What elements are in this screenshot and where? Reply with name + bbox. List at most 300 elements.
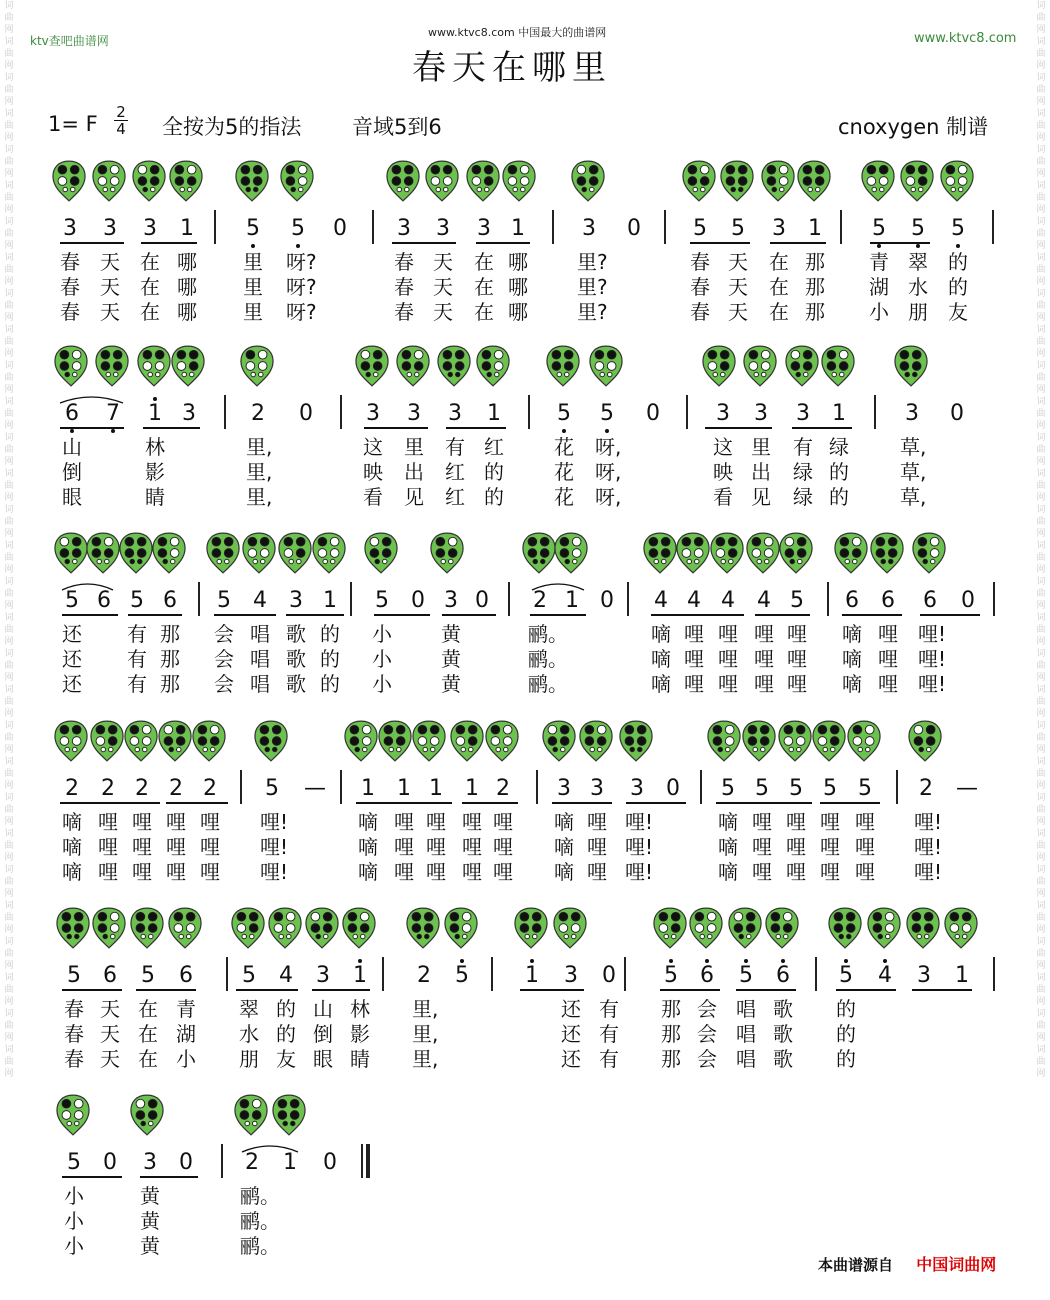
lyric-char: 哩 <box>786 860 806 884</box>
note-number: 5 <box>455 963 469 988</box>
lyric-char: 唱 <box>736 1022 756 1046</box>
ocarina-fingering-icon <box>707 718 741 764</box>
lyric-char: 红 <box>445 485 465 509</box>
note-number: 3 <box>477 216 491 241</box>
lyric-char: 哩! <box>914 860 943 884</box>
note-number: 5 <box>67 963 81 988</box>
ocarina-fingering-icon <box>278 530 312 576</box>
lyric-char: 哩 <box>426 810 446 834</box>
ocarina-fingering-icon <box>906 905 940 951</box>
lyric-char: 嘀 <box>554 835 574 859</box>
barline <box>340 770 342 804</box>
page-title: 春天在哪里 <box>412 48 612 88</box>
lyric-char: 那 <box>160 672 180 696</box>
note-number: 5 <box>246 216 260 241</box>
ocarina-fingering-icon <box>579 718 613 764</box>
lyric-char: 里? <box>577 300 608 324</box>
note-number: 0 <box>666 776 680 801</box>
lyric-char: 哩! <box>260 835 289 859</box>
lyric-char: 在 <box>769 275 789 299</box>
note-number: 3 <box>444 588 458 613</box>
beam-underline <box>836 989 896 991</box>
note-number: 5 <box>911 216 925 241</box>
ocarina-fingering-icon <box>553 905 587 951</box>
barline <box>240 770 242 804</box>
octave-dot-low <box>956 244 960 248</box>
note-number: 7 <box>106 401 120 426</box>
final-barline-thin <box>361 1144 363 1178</box>
lyric-char: 哩 <box>200 810 220 834</box>
barline <box>382 957 384 991</box>
ocarina-fingering-icon <box>554 530 588 576</box>
time-denominator: 4 <box>114 120 128 137</box>
lyric-char: 歌 <box>286 647 306 671</box>
note-number: 5 <box>823 776 837 801</box>
note-number: 5 <box>790 588 804 613</box>
lyric-char: 的 <box>836 1022 856 1046</box>
ocarina-fingering-icon <box>231 905 265 951</box>
lyric-char: 春 <box>60 250 80 274</box>
ocarina-fingering-icon <box>425 158 459 204</box>
lyric-char: 天 <box>100 1022 120 1046</box>
ocarina-fingering-icon <box>92 905 126 951</box>
lyric-char: 在 <box>474 250 494 274</box>
lyric-char: 哩 <box>878 622 898 646</box>
note-number: 1 <box>283 1150 297 1175</box>
lyric-char: 哩! <box>625 810 654 834</box>
ocarina-fingering-icon <box>485 718 519 764</box>
beam-underline <box>62 1176 122 1178</box>
beam-underline <box>651 614 744 616</box>
barline <box>686 395 688 429</box>
staff-row-6 <box>0 1092 1050 1272</box>
ocarina-fingering-icon <box>86 530 120 576</box>
lyric-char: 嘀 <box>62 860 82 884</box>
lyric-char: 天 <box>100 997 120 1021</box>
lyric-char: 鹂。 <box>240 1184 280 1208</box>
lyric-char: 春 <box>690 250 710 274</box>
ocarina-fingering-icon <box>710 530 744 576</box>
beam-underline <box>140 1176 198 1178</box>
barline <box>700 770 702 804</box>
octave-dot-high <box>669 959 673 963</box>
lyric-char: 见 <box>751 485 771 509</box>
ocarina-fingering-icon <box>778 718 812 764</box>
ocarina-fingering-icon <box>158 718 192 764</box>
lyric-char: 歌 <box>286 672 306 696</box>
lyric-char: 呀, <box>595 460 622 484</box>
lyric-char: 哩 <box>426 835 446 859</box>
note-number: 0 <box>333 216 347 241</box>
beam-underline <box>446 427 506 429</box>
lyric-char: 嘀 <box>62 810 82 834</box>
fingering-note: 全按为5的指法 <box>162 115 302 139</box>
lyric-char: 哩! <box>918 672 947 696</box>
note-number: 3 <box>397 216 411 241</box>
note-number: 4 <box>687 588 701 613</box>
note-number: 6 <box>700 963 714 988</box>
lyric-char: 会 <box>697 1047 717 1071</box>
beam-underline <box>136 989 196 991</box>
source-label: 本曲谱源自 <box>818 1256 894 1274</box>
beam-underline <box>374 614 430 616</box>
lyric-char: 春 <box>394 300 414 324</box>
ocarina-fingering-icon <box>90 718 124 764</box>
lyric-char: 那 <box>805 300 825 324</box>
note-number: 5 <box>141 963 155 988</box>
ocarina-fingering-icon <box>130 1092 164 1138</box>
lyric-char: 里 <box>404 435 424 459</box>
lyric-char: 哩 <box>132 835 152 859</box>
note-number: 6 <box>179 963 193 988</box>
barline <box>491 957 493 991</box>
ocarina-fingering-icon <box>92 158 126 204</box>
lyric-char: 在 <box>769 300 789 324</box>
lyric-char: 那 <box>661 997 681 1021</box>
ocarina-fingering-icon <box>944 905 978 951</box>
note-number: 6 <box>163 588 177 613</box>
barline <box>992 210 994 244</box>
lyric-char: 哩! <box>625 835 654 859</box>
beam-underline <box>166 802 228 804</box>
ocarina-fingering-icon <box>476 343 510 389</box>
note-number: 1 <box>429 776 443 801</box>
ocarina-fingering-icon <box>785 343 819 389</box>
ocarina-fingering-icon <box>746 530 780 576</box>
lyric-char: 哩 <box>820 860 840 884</box>
lyric-char: 会 <box>697 997 717 1021</box>
beam-underline <box>392 242 456 244</box>
lyric-char: 草, <box>900 485 927 509</box>
ocarina-fingering-icon <box>406 905 440 951</box>
staff-row-1 <box>0 158 1050 338</box>
lyric-char: 里, <box>246 435 273 459</box>
lyric-char: 有 <box>599 1022 619 1046</box>
lyric-char: 天 <box>100 1047 120 1071</box>
ocarina-fingering-icon <box>643 530 677 576</box>
note-number: 0 <box>627 216 641 241</box>
lyric-char: 哩 <box>200 835 220 859</box>
ocarina-fingering-icon <box>412 718 446 764</box>
note-number: 5 <box>951 216 965 241</box>
note-number: 1 <box>361 776 375 801</box>
site-label-right: www.ktvc8.com <box>914 31 1017 46</box>
ocarina-fingering-icon <box>171 343 205 389</box>
lyric-char: 眼 <box>62 485 82 509</box>
lyric-char: 嘀 <box>842 647 862 671</box>
note-number: 0 <box>646 401 660 426</box>
lyric-char: 的 <box>829 485 849 509</box>
lyric-char: 会 <box>697 1022 717 1046</box>
ocarina-fingering-icon <box>912 530 946 576</box>
lyric-char: 在 <box>140 275 160 299</box>
note-number: 6 <box>881 588 895 613</box>
lyric-char: 歌 <box>773 1022 793 1046</box>
barline <box>221 1144 223 1178</box>
lyric-char: 天 <box>433 250 453 274</box>
staff-row-2 <box>0 343 1050 523</box>
beam-underline <box>755 614 810 616</box>
lyric-char: 湖 <box>869 275 889 299</box>
lyric-char: 里 <box>243 300 263 324</box>
ocarina-fingering-icon <box>137 343 171 389</box>
ocarina-fingering-icon <box>728 905 762 951</box>
beam-underline <box>442 614 496 616</box>
lyric-char: 的 <box>320 622 340 646</box>
lyric-char: 小 <box>176 1047 196 1071</box>
note-number: 3 <box>63 216 77 241</box>
lyric-char: 哩 <box>684 622 704 646</box>
lyric-char: 鹂。 <box>240 1209 280 1233</box>
barline <box>198 582 200 616</box>
lyric-char: 哩 <box>462 860 482 884</box>
lyric-char: 春 <box>64 997 84 1021</box>
key-signature: 1= F <box>48 112 98 136</box>
note-number: 5 <box>265 776 279 801</box>
note-number: 1 <box>397 776 411 801</box>
lyric-char: 友 <box>276 1047 296 1071</box>
beam-underline <box>660 989 720 991</box>
lyric-char: 哩 <box>462 835 482 859</box>
lyric-char: 小 <box>64 1184 84 1208</box>
octave-dot-low <box>562 429 566 433</box>
ocarina-fingering-icon <box>192 718 226 764</box>
note-number: 3 <box>366 401 380 426</box>
lyric-char: 呀, <box>595 485 622 509</box>
note-number: 3 <box>289 588 303 613</box>
lyric-char: 映 <box>713 460 733 484</box>
lyric-char: 还 <box>561 1022 581 1046</box>
note-number: 5 <box>217 588 231 613</box>
note-number: 1 <box>525 963 539 988</box>
beam-underline <box>286 614 344 616</box>
lyric-char: 小 <box>64 1209 84 1233</box>
beam-underline <box>770 242 826 244</box>
ocarina-fingering-icon <box>152 530 186 576</box>
lyric-char: 红 <box>484 435 504 459</box>
note-number: 2 <box>251 401 265 426</box>
lyric-char: 还 <box>62 622 82 646</box>
note-number: 5 <box>664 963 678 988</box>
lyric-char: 那 <box>805 250 825 274</box>
beam-underline <box>60 427 124 429</box>
author-credit: cnoxygen 制谱 <box>838 115 989 139</box>
note-number: 0 <box>179 1150 193 1175</box>
lyric-char: 在 <box>138 1022 158 1046</box>
lyric-char: 湖 <box>176 1022 196 1046</box>
lyric-char: 哩 <box>98 810 118 834</box>
barline <box>214 210 216 244</box>
ocarina-fingering-icon <box>765 905 799 951</box>
barline <box>624 957 626 991</box>
lyric-char: 哩 <box>394 860 414 884</box>
lyric-char: 天 <box>728 300 748 324</box>
note-number: 5 <box>130 588 144 613</box>
barline <box>350 582 352 616</box>
note-number: 0 <box>600 588 614 613</box>
beam-underline <box>842 614 902 616</box>
note-number: 0 <box>961 588 975 613</box>
lyric-char: 春 <box>64 1022 84 1046</box>
note-number: 3 <box>316 963 330 988</box>
note-number: 2 <box>65 776 79 801</box>
lyric-char: 有 <box>127 647 147 671</box>
ocarina-fingering-icon <box>305 905 339 951</box>
lyric-char: 花 <box>554 485 574 509</box>
lyric-char: 里? <box>577 250 608 274</box>
beam-underline <box>705 427 772 429</box>
top-watermark: www.ktvc8.com 中国最大的曲谱网 <box>428 26 607 39</box>
lyric-char: 影 <box>350 1022 370 1046</box>
lyric-char: 哩 <box>752 810 772 834</box>
beam-underline <box>716 802 812 804</box>
note-number: — <box>956 776 978 801</box>
lyric-char: 春 <box>394 250 414 274</box>
lyric-char: 还 <box>62 672 82 696</box>
lyric-char: 嘀 <box>62 835 82 859</box>
note-number: 5 <box>557 401 571 426</box>
source-footer <box>818 1252 996 1275</box>
lyric-char: 鹂。 <box>528 672 568 696</box>
barline <box>508 582 510 616</box>
ocarina-fingering-icon <box>240 343 274 389</box>
octave-dot-low <box>877 244 881 248</box>
ocarina-fingering-icon <box>682 158 716 204</box>
lyric-char: 的 <box>320 672 340 696</box>
note-number: 3 <box>143 1150 157 1175</box>
lyric-char: 小 <box>869 300 889 324</box>
lyric-char: 小 <box>372 622 392 646</box>
lyric-char: 哩 <box>166 835 186 859</box>
note-number: 3 <box>772 216 786 241</box>
ocarina-fingering-icon <box>676 530 710 576</box>
note-number: 3 <box>182 401 196 426</box>
ocarina-fingering-icon <box>742 718 776 764</box>
note-number: 3 <box>917 963 931 988</box>
lyric-char: 会 <box>214 672 234 696</box>
ocarina-fingering-icon <box>132 158 166 204</box>
note-number: 2 <box>245 1150 259 1175</box>
ocarina-fingering-icon <box>130 905 164 951</box>
lyric-char: 在 <box>474 300 494 324</box>
lyric-char: 春 <box>64 1047 84 1071</box>
source-site-link[interactable]: 中国词曲网 <box>916 1255 997 1274</box>
beam-underline <box>520 989 584 991</box>
lyric-char: 小 <box>64 1234 84 1258</box>
note-number: 3 <box>407 401 421 426</box>
beam-underline <box>690 242 750 244</box>
ocarina-fingering-icon <box>235 158 269 204</box>
lyric-char: 翠 <box>908 250 928 274</box>
lyric-char: 睛 <box>145 485 165 509</box>
note-number: 5 <box>789 776 803 801</box>
beam-underline <box>920 614 980 616</box>
lyric-char: 朋 <box>908 300 928 324</box>
site-label-left: ktv查吧曲谱网 <box>30 34 109 48</box>
lyric-char: 那 <box>160 647 180 671</box>
lyric-char: 黄 <box>140 1209 160 1233</box>
lyric-char: 里, <box>412 1022 439 1046</box>
ocarina-fingering-icon <box>466 158 500 204</box>
beam-underline <box>60 242 124 244</box>
lyric-char: 哩 <box>426 860 446 884</box>
lyric-char: 哩 <box>684 647 704 671</box>
lyric-char: 哩 <box>98 835 118 859</box>
note-number: 3 <box>630 776 644 801</box>
lyric-char: 在 <box>769 250 789 274</box>
lyric-char: 呀? <box>286 300 317 324</box>
note-number: 1 <box>955 963 969 988</box>
lyric-char: 里, <box>246 460 273 484</box>
lyric-char: 天 <box>100 250 120 274</box>
beam-underline <box>128 614 182 616</box>
lyric-char: 在 <box>474 275 494 299</box>
octave-dot-high <box>358 959 362 963</box>
lyric-char: 嘀 <box>651 672 671 696</box>
lyric-char: 的 <box>829 460 849 484</box>
lyric-char: 还 <box>62 647 82 671</box>
lyric-char: 哩 <box>98 860 118 884</box>
beam-underline <box>820 802 880 804</box>
note-number: 1 <box>353 963 367 988</box>
lyric-char: 有 <box>793 435 813 459</box>
time-signature <box>114 104 128 137</box>
barline <box>528 395 530 429</box>
barline <box>552 210 554 244</box>
beam-underline <box>356 802 452 804</box>
lyric-char: 里, <box>412 997 439 1021</box>
beam-underline <box>62 614 118 616</box>
note-number: 3 <box>564 963 578 988</box>
ocarina-fingering-icon <box>242 530 276 576</box>
beam-underline <box>60 802 160 804</box>
octave-dot-high <box>883 959 887 963</box>
lyric-char: 在 <box>138 1047 158 1071</box>
lyric-char: 睛 <box>350 1047 370 1071</box>
lyric-char: 青 <box>176 997 196 1021</box>
lyric-char: 嘀 <box>554 810 574 834</box>
lyric-char: 哩 <box>855 835 875 859</box>
note-number: 3 <box>103 216 117 241</box>
ocarina-fingering-icon <box>797 158 831 204</box>
lyric-char: 嘀 <box>842 672 862 696</box>
note-number: 5 <box>755 776 769 801</box>
note-number: 2 <box>101 776 115 801</box>
lyric-char: 的 <box>484 485 504 509</box>
lyric-char: 嘀 <box>651 647 671 671</box>
lyric-char: 小 <box>372 647 392 671</box>
beam-underline <box>62 989 122 991</box>
beam-underline <box>476 242 530 244</box>
beam-underline <box>462 802 518 804</box>
lyric-char: 呀? <box>286 250 317 274</box>
lyric-char: 哩 <box>754 622 774 646</box>
lyric-char: 哩 <box>493 810 513 834</box>
lyric-char: 哩 <box>754 672 774 696</box>
lyric-char: 见 <box>404 485 424 509</box>
beam-underline <box>912 989 972 991</box>
lyric-char: 哩 <box>787 672 807 696</box>
note-number: 4 <box>253 588 267 613</box>
lyric-char: 哪 <box>177 300 197 324</box>
lyric-char: 映 <box>363 460 383 484</box>
note-number: 2 <box>203 776 217 801</box>
lyric-char: 春 <box>690 300 710 324</box>
note-number: 5 <box>731 216 745 241</box>
lyric-char: 嘀 <box>651 622 671 646</box>
lyric-char: 春 <box>394 275 414 299</box>
lyric-char: 春 <box>60 275 80 299</box>
